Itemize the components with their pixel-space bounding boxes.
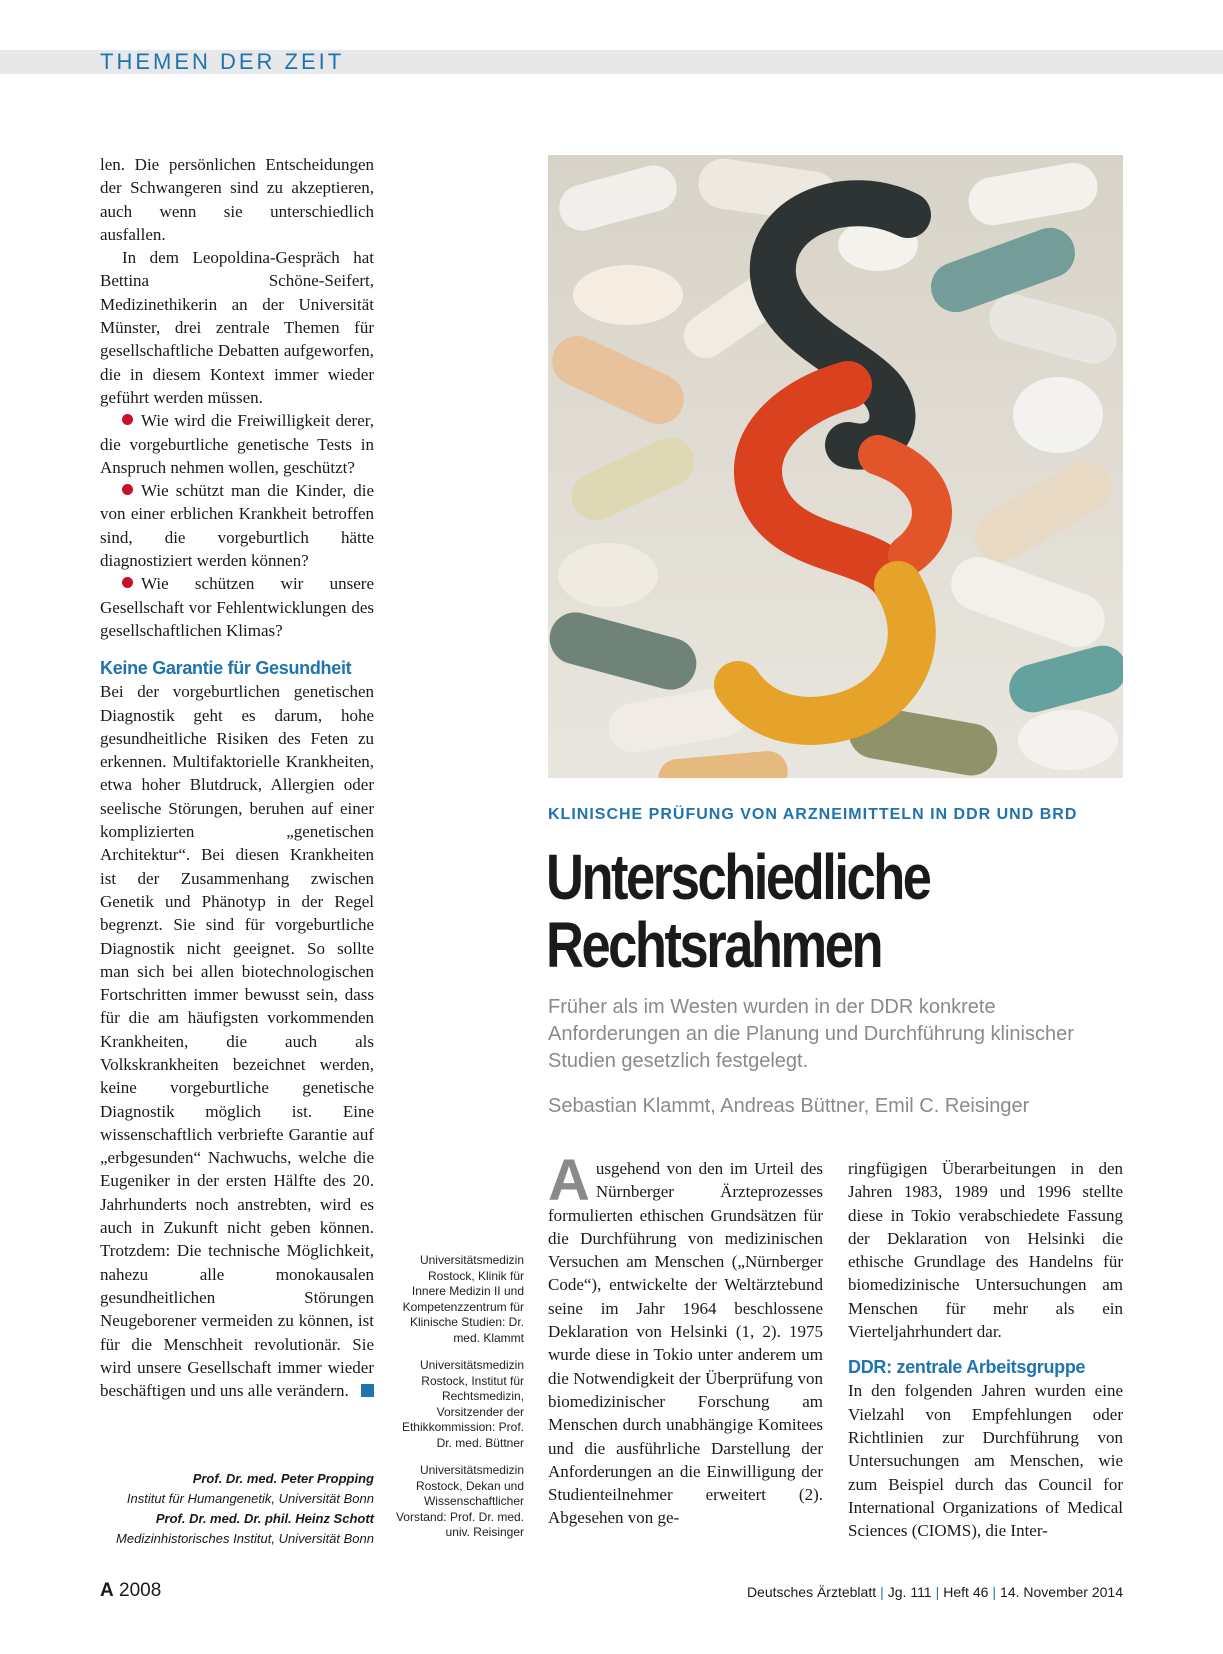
paragraph: ringfügigen Überarbeitungen in den Jahren 1983, 1989 und 1996 stellte diese in Tokio verabschiedete Fassung der Deklaration von Helsinki die ethische Grundlage des Handelns für biomedizinische Untersuchungen am Menschen für mehr als ein Vierteljahrhundert dar.	[848, 1159, 1123, 1342]
section-title: THEMEN DER ZEIT	[100, 49, 345, 74]
affiliation: Universitätsmedizin Rostock, Klinik für Innere Medizin II und Kompetenzzentrum für Klinische Studien: Dr. med. Klammt	[402, 1253, 524, 1345]
author-institution: Institut für Humangenetik, Universität Bonn	[126, 1491, 374, 1506]
page-number-value: 2008	[119, 1580, 162, 1601]
bullet-text: Wie schützt man die Kinder, die von einer erblichen Krankheit betroffen sind, die vorgeburtlich hätte diagnostiziert werden können?	[100, 481, 374, 571]
journal-date: 14. November 2014	[1000, 1584, 1123, 1600]
bullet-item	[100, 572, 374, 642]
paragraph	[548, 1148, 823, 1530]
article-photo	[548, 155, 1123, 778]
headline-line: Rechtsrahmen	[546, 909, 882, 981]
bullet-item	[100, 479, 374, 572]
affiliation: Universitätsmedizin Rostock, Dekan und Wissenschaftlicher Vorstand: Prof. Dr. med. univ. Reisinger	[395, 1463, 524, 1539]
article-column-2	[848, 1157, 1123, 1542]
footer-separator: |	[992, 1584, 997, 1600]
article-column-1	[548, 1148, 823, 1530]
journal-volume: Jg. 111	[887, 1584, 932, 1600]
bullet-icon	[122, 577, 133, 588]
footer-separator: |	[880, 1584, 884, 1600]
drop-cap: A	[548, 1148, 590, 1213]
journal-issue: Heft 46	[943, 1584, 989, 1600]
subheading: Keine Garantie für Gesundheit	[100, 658, 352, 679]
bullet-item	[100, 409, 374, 479]
page-prefix: A	[100, 1580, 114, 1601]
bullet-text: Wie schützen wir unsere Gesellschaft vor Fehlentwicklungen des gesellschaftlichen Klimas?	[100, 574, 374, 640]
paragraph-text: usgehend von den im Urteil des Nürnberger Ärzteprozesses formulierten ethischen Grundsätzen für die Durchführung von medizinischen Versuchen am Menschen („Nürnberger Code“), entwickelte der Weltärztebund seine im Jahr 1964 beschlossene Deklaration von Helsinki (1, 2). 1975 wurde diese in Tokio unter anderem um die Notwendigkeit der Überprüfung von biomedizinischer Forschung am Menschen durch unabhängige Komitees und die ausführliche Darstellung der Anforderungen an die Einwilligung der Studienteilnehmer erweitert (2). Abgesehen von ge-	[548, 1159, 823, 1528]
journal-name: Deutsches Ärzteblatt	[746, 1584, 877, 1600]
subheading: DDR: zentrale Arbeitsgruppe	[848, 1357, 1086, 1378]
footer-separator: |	[935, 1584, 940, 1600]
paragraph	[100, 680, 374, 1402]
article-kicker: KLINISCHE PRÜFUNG VON ARZNEIMITTELN IN DDR UND BRD	[548, 806, 1078, 823]
journal-footer	[747, 1584, 1123, 1600]
paragraph: len. Die persönlichen Entscheidungen der Schwangeren sind zu akzeptieren, auch wenn sie unterschiedlich ausfallen.	[100, 155, 374, 244]
author-name: Prof. Dr. med. Peter Propping	[192, 1471, 374, 1486]
end-mark-icon	[361, 1384, 374, 1397]
left-column	[100, 153, 374, 1402]
paragraph: In dem Leopoldina-Gespräch hat Bettina Schöne-Seifert, Medizinethikerin an der Universität Münster, drei zentrale Themen für gesellschaftliche Debatten aufgeworfen, die in diesem Kontext immer wieder geführt werden müssen.	[100, 248, 374, 407]
headline-line: Unterschiedliche	[546, 841, 930, 913]
article-headline	[546, 843, 1005, 979]
bullet-icon	[122, 484, 133, 495]
bullet-icon	[122, 414, 133, 425]
affiliation: Universitätsmedizin Rostock, Institut für Rechtsmedizin, Vorsitzender der Ethikkommission: Prof. Dr. med. Büttner	[401, 1358, 524, 1450]
bullet-text: Wie wird die Freiwilligkeit derer, die vorgeburtliche genetische Tests in Anspruch nehmen wollen, geschützt?	[100, 411, 374, 477]
paragraph: In den folgenden Jahren wurden eine Vielzahl von Empfehlungen oder Richtlinien zur Durchführung von Untersuchungen am Menschen, wie zum Beispiel durch das Council for International Organizations of Medical Sciences (CIOMS), die Inter-	[848, 1381, 1123, 1541]
page-number	[100, 1580, 161, 1602]
author-name: Prof. Dr. med. Dr. phil. Heinz Schott	[155, 1511, 374, 1526]
article-authors: Sebastian Klammt, Andreas Büttner, Emil C. Reisinger	[548, 1095, 1030, 1117]
article-lead: Früher als im Westen wurden in der DDR konkrete Anforderungen an die Planung und Durchführung klinischer Studien gesetzlich festgelegt.	[548, 996, 1074, 1072]
signatures	[100, 1469, 374, 1549]
paragraph-text: Bei der vorgeburtlichen genetischen Diagnostik geht es darum, hohe gesundheitliche Risiken des Feten zu erkennen. Multifaktorielle Krankheiten, etwa hoher Blutdruck, Allergien oder seelische Störungen, beruhen auf einer komplizierten „genetischen Architektur“. Bei diesen Krankheiten ist der Zusammenhang zwischen Genetik und Phänotyp in der Regel begrenzt. Sie sind für vorgeburtliche Diagnostik nicht geeignet. So sollte man sich bei allen biotechnologischen Fortschritten immer bewusst sein, dass für die am häufigsten vorkommenden Krankheiten, die auch als Volkskrankheiten bezeichnet werden, keine vorgeburtliche genetische Diagnostik möglich ist. Eine wissenschaftlich verbriefte Garantie auf „erbgesunden“ Nachwuchs, welche die Eugeniker in der ersten Hälfte des 20. Jahrhunderts noch anstrebten, wird es auch in Zukunft nicht geben können. Trotzdem: Die technische Möglichkeit, nahezu alle monokausalen gesundheitlichen Störungen Neugeborener vermeiden zu können, ist für die Menschheit revolutionär. Sie wird unsere Gesellschaft immer wieder beschäftigen und uns alle verändern.	[100, 682, 374, 1401]
affiliations	[395, 1253, 524, 1553]
pills-paragraph-image	[548, 155, 1123, 778]
author-institution: Medizinhistorisches Institut, Universität Bonn	[116, 1531, 374, 1546]
